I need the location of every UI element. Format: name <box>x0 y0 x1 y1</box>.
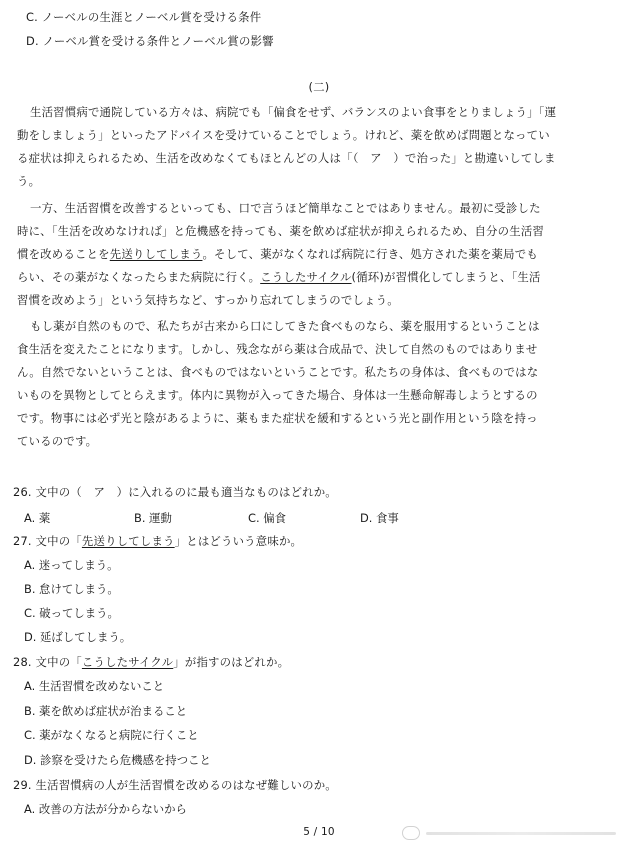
text-segment: 慣を改めることを <box>17 247 110 261</box>
text-segment: 」が指すのはどれか。 <box>173 655 290 669</box>
watermark-logo <box>402 826 420 840</box>
prev-option-d: D. ノーベル賞を受ける条件とノーベル賞の影響 <box>26 34 274 48</box>
passage-p3-line-3: ん。自然でないということは、食べものではないということです。私たちの身体は、食べものではな <box>17 365 539 379</box>
passage-p3-line-1: もし薬が自然のもので、私たちが古来から口にしてきた食べものなら、薬を服用するということは <box>30 319 540 333</box>
passage-p3-line-5: です。物事には必ず光と陰があるように、薬もまた症状を緩和するという光と副作用という陰を持っ <box>17 411 538 425</box>
passage-p3-line-4: いものを異物としてとらえます。体内に異物が入ってきた場合、身体は一生懸命解毒しようとするの <box>17 388 538 402</box>
text-segment: 」とはどういう意味か。 <box>174 534 303 548</box>
question-26-option-a: A. 薬 <box>24 511 51 525</box>
text-segment: らい、その薬がなくなったらまた病院に行く。 <box>17 270 261 284</box>
question-26-option-c: C. 偏食 <box>248 511 286 525</box>
question-27-option-b: B. 怠けてしまう。 <box>24 582 119 596</box>
underlined-phrase-postpone: 先送りしてしまう <box>81 534 175 548</box>
underlined-phrase-postpone: 先送りしてしまう <box>109 247 203 261</box>
question-26-option-d: D. 食事 <box>360 511 399 525</box>
passage-p2-line-3 <box>17 246 538 262</box>
passage-p1-line-2: 動をしましょう」といったアドバイスを受けていることでしょう。けれど、薬を飲めば問題となってい <box>17 128 550 142</box>
underlined-phrase-cycle: こうしたサイクル <box>81 655 174 669</box>
passage-p2-line-2: 時に、「生活を改めなければ」と危機感を持っても、薬を飲めば症状が抑えられるため、自分の生活習 <box>17 224 545 238</box>
question-28-option-d: D. 診察を受けたら危機感を持つこと <box>24 753 211 767</box>
question-28-option-b: B. 薬を飲めば症状が治まること <box>24 704 188 718</box>
question-28-option-a: A. 生活習慣を改めないこと <box>24 679 165 693</box>
text-segment: 28. 文中の「 <box>13 655 82 669</box>
passage-p2-line-1: 一方、生活習慣を改善するといっても、口で言うほど簡単なことではありません。最初に受診した <box>30 201 541 215</box>
passage-p2-line-4 <box>17 269 541 285</box>
question-27-stem <box>13 533 302 549</box>
passage-p2-line-5: 習慣を改めよう」という気持ちなど、すっかり忘れてしまうのでしょう。 <box>17 293 399 307</box>
page-number: 5 / 10 <box>303 826 335 838</box>
text-segment: 。そして、薬がなくなれば病院に行き、処方された薬を薬局でも <box>202 247 538 261</box>
question-28-option-c: C. 薬がなくなると病院に行くこと <box>24 728 199 742</box>
underlined-phrase-cycle: こうしたサイクル <box>260 270 352 284</box>
question-28-stem <box>13 654 289 670</box>
section-title: (二) <box>308 80 330 94</box>
watermark-bar <box>426 832 616 835</box>
question-27-option-a: A. 迷ってしまう。 <box>24 558 119 572</box>
text-segment: (循环)が習慣化してしまうと、「生活 <box>351 270 541 284</box>
passage-p3-line-2: 食生活を変えたことになります。しかし、残念ながら薬は合成品で、決して自然のものではありませ <box>17 342 538 356</box>
passage-p1-line-3: る症状は抑えられるため、生活を改めなくてもほとんどの人は「（ ア ）で治った」と勘違いしてしま <box>17 151 556 165</box>
text-segment: 27. 文中の「 <box>13 534 82 548</box>
passage-p1-line-4: う。 <box>17 174 41 188</box>
passage-p3-line-6: ているのです。 <box>17 434 98 448</box>
question-27-option-d: D. 延ばしてしまう。 <box>24 630 132 644</box>
question-26-stem: 26. 文中の（ ア ）に入れるのに最も適当なものはどれか。 <box>13 485 337 499</box>
passage-p1-line-1: 生活習慣病で通院している方々は、病院でも「偏食をせず、バランスのよい食事をとりましょう」「運 <box>30 105 557 119</box>
question-27-option-c: C. 破ってしまう。 <box>24 606 119 620</box>
question-29-stem: 29. 生活習慣病の人が生活習慣を改めるのはなぜ難しいのか。 <box>13 778 337 792</box>
question-29-option-a: A. 改善の方法が分からないから <box>24 802 187 816</box>
question-26-option-b: B. 運動 <box>134 511 172 525</box>
prev-option-c: C. ノーベルの生涯とノーベル賞を受ける条件 <box>26 10 262 24</box>
